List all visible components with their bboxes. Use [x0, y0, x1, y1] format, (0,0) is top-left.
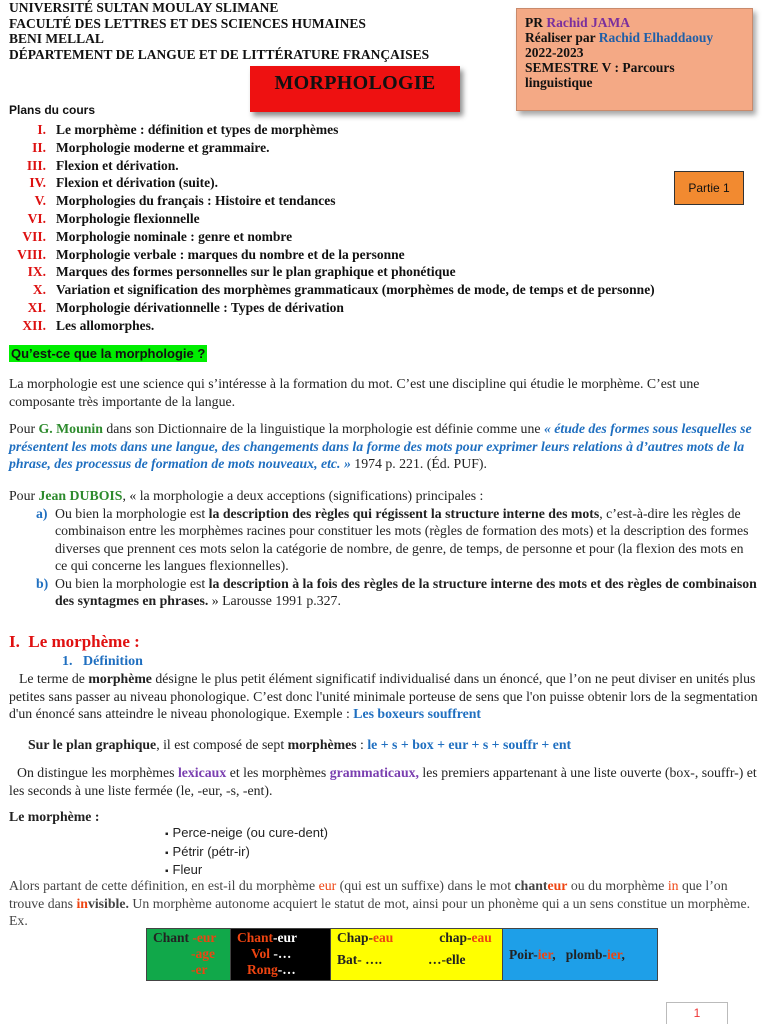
- le-morpheme-label: Le morphème :: [9, 809, 100, 824]
- header-line: UNIVERSITÉ SULTAN MOULAY SLIMANE: [9, 0, 279, 15]
- example-cell-chant: Chant -eur -age -er: [147, 929, 231, 981]
- header-line: BENI MELLAL: [9, 31, 104, 46]
- toc-item: IX. Marques des formes personnelles sur le plan graphique et phonétique: [27, 264, 456, 280]
- example-cell-poirier: Poir-ier, plomb-ier,: [503, 929, 658, 981]
- author-dubois: Jean DUBOIS: [38, 488, 123, 503]
- paragraph-dubois: Pour Jean DUBOIS, « la morphologie a deux acceptions (significations) principales : a) Ou bien la morphologie est la description des règles qui régissent la structure interne des mots, c’est-à-dire les règles de combinaison entre les morphèmes racines pour constituer les mots (règles de formation des mots) et la description des formes diverses que prennent ces mots selon la catégorie de nombre, de genre, de temps, de personne et pour (la flexion des mots en ce qui concerne les langues flexionnelles). b) Ou bien la morphologie est la description à la fois des règles de la structure interne des mots et des règles de combinaison des syntagmes en phrases. » Larousse 1991 p.327.: [9, 487, 759, 610]
- toc-item: I. Le morphème : définition et types de morphèmes: [37, 122, 339, 137]
- toc-item: XII. Les allomorphes.: [22, 317, 155, 333]
- realise-name: Rachid Elhaddaouy: [598, 30, 714, 45]
- section-heading: I. Le morphème :: [9, 632, 140, 651]
- table-of-contents: [0, 121, 768, 335]
- author-mounin: G. Mounin: [38, 421, 103, 436]
- toc-item: II. Morphologie moderne et grammaire.: [32, 139, 270, 155]
- toc-item: III. Flexion et dérivation.: [26, 157, 179, 173]
- document-title-box: [250, 66, 460, 112]
- author-info-box: [516, 8, 753, 111]
- semestre: SEMESTRE V : Parcours linguistique: [525, 60, 675, 90]
- question-heading: Qu’est-ce que la morphologie ?: [11, 346, 206, 361]
- toc-item: VII. Morphologie nominale : genre et nombre: [22, 228, 293, 244]
- paragraph-intro: La morphologie est une science qui s’intéresse à la formation du mot. C’est une discipline qui étudie le morphème. C’est une composante très importante de la langue.: [9, 376, 700, 409]
- mounin-quote: « étude des formes sous lesquelles se présentent les mots dans une langue, des changements dans la forme des mots pour exprimer leurs relations à d’autres mots de la phrase, des processus de formation de mots nouveaux, etc. »: [9, 421, 752, 471]
- bullet-item: ▪ Fleur: [165, 862, 328, 881]
- paragraph-definition: Le terme de morphème désigne le plus petit élément significatif individualisé dans un énoncé, que l’on ne peut diviser en unités plus petites sans passer au niveau phonologique. C’est donc l'unité minimale porteuse de sens que l'on puisse obtenir lors de la segmentation d'un énoncé sans atteindre le niveau phonologique. Exemple : Les boxeurs souffrent: [9, 671, 758, 721]
- bullet-item: ▪ Perce-neige (ou cure-dent): [165, 825, 328, 844]
- page-number: 1: [666, 1002, 728, 1024]
- paragraph-alors: Alors partant de cette définition, en est-il du morphème eur (qui est un suffixe) dans le mot chanteur ou du morphème in que l’on trouve dans invisible. Un morphème autonome acquiert le statut de mot, ainsi pour un phonème qui a un sens constitue un morphème. Ex.: [9, 878, 751, 928]
- list-item-a: a) Ou bien la morphologie est la description des règles qui régissent la structure interne des mots, c’est-à-dire les règles de combinaison entre les morphèmes racines pour constituer les mots (règles de formation des mots) et la description des formes diverses que prennent ces mots selon la catégorie de nombre, de genre, de temps, de personne et pour (la flexion des mots en ce qui concerne les langues flexionnelles).: [36, 505, 749, 573]
- paragraph-mounin: Pour G. Mounin dans son Dictionnaire de la linguistique la morphologie est définie comme une « étude des formes sous lesquelles se présentent les mots dans une langue, des changements dans la forme des mots pour exprimer leurs relations à d’autres mots de la phrase, des processus de formation de mots nouveaux, etc. » 1974 p. 221. (Éd. PUF).: [9, 421, 752, 471]
- toc-item: X. Variation et signification des morphèmes grammaticaux (morphèmes de mode, de temps et de personne): [32, 282, 655, 298]
- example-cell-chapeau: Chap-eau chap-eau Bat- …. …-elle: [331, 929, 503, 981]
- toc-item: VI. Morphologie flexionnelle: [27, 210, 200, 226]
- example-cell-chanteur: Chant-eur Vol -… Rong-…: [231, 929, 331, 981]
- list-item-b: b) Ou bien la morphologie est la description à la fois des règles de la structure interne des mots et des règles de combinaison des syntagmes en phrases. » Larousse 1991 p.327.: [36, 575, 757, 608]
- header-line: DÉPARTEMENT DE LANGUE ET DE LITTÉRATURE FRANÇAISES: [9, 46, 430, 62]
- years: 2022-2023: [525, 45, 584, 60]
- toc-item: IV. Flexion et dérivation (suite).: [29, 175, 218, 191]
- university-header: [9, 0, 429, 62]
- example-table: [146, 928, 658, 981]
- pr-name: Rachid JAMA: [546, 15, 630, 30]
- bullet-item: ▪ Pétrir (pétr-ir): [165, 844, 328, 863]
- example-phrase: Les boxeurs souffrent: [353, 706, 481, 721]
- paragraph-distinguish: On distingue les morphèmes lexicaux et les morphèmes grammaticaux, les premiers appartenant à une liste ouverte (box-, souffr-) et les seconds à une liste fermée (le, -eur, -s, -ent).: [9, 765, 757, 798]
- header-line: FACULTÉ DES LETTRES ET DES SCIENCES HUMAINES: [9, 15, 366, 31]
- realise-label: Réaliser par: [525, 30, 596, 45]
- pr-label: PR: [525, 15, 543, 30]
- paragraph-graphique: Sur le plan graphique, il est composé de sept morphèmes : le + s + box + eur + s + souffr + ent: [28, 737, 572, 752]
- toc-item: VIII. Morphologie verbale : marques du nombre et de la personne: [17, 246, 405, 262]
- morpheme-segmentation: le + s + box + eur + s + souffr + ent: [367, 737, 572, 752]
- toc-item: XI. Morphologie dérivationnelle : Types de dérivation: [27, 299, 344, 315]
- toc-item: V. Morphologies du français : Histoire et tendances: [34, 193, 336, 209]
- partie-badge: Partie 1: [674, 171, 744, 205]
- plans-title: Plans du cours: [9, 103, 96, 117]
- subsection-heading: 1. Définition: [62, 654, 143, 669]
- bullet-list: [165, 825, 328, 881]
- document-title: MORPHOLOGIE: [274, 72, 436, 94]
